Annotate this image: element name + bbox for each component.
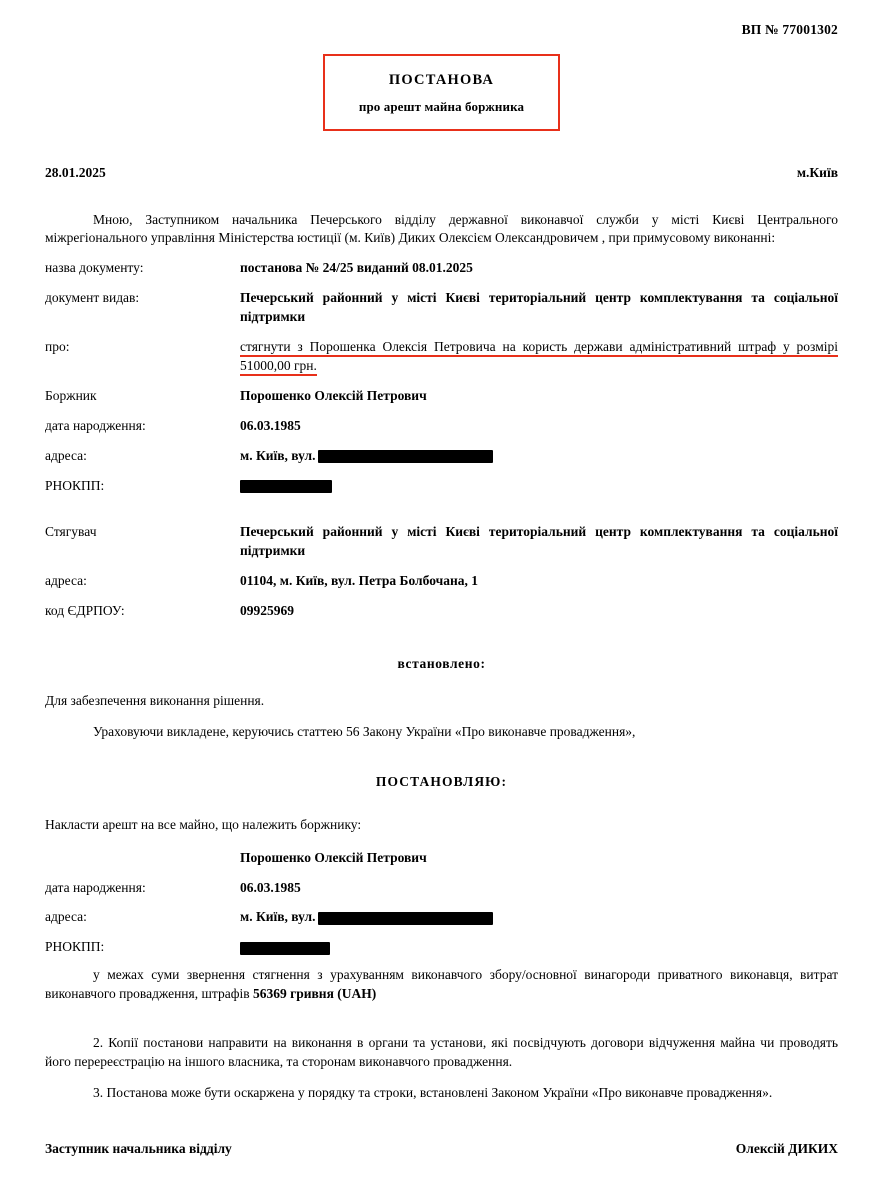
field-label: дата народження: <box>45 879 146 895</box>
redaction-bar <box>240 480 332 493</box>
signature-row <box>45 1141 838 1169</box>
redaction-bar <box>318 450 493 463</box>
considering-text: Ураховуючи викладене, керуючись статтею 56 Закону України «Про виконавче провадження», <box>93 723 636 739</box>
field-label: адреса: <box>45 909 87 925</box>
clause-limit-text: у межах суми звернення стягнення з урахуванням виконавчого збору/основної винагороди приватного виконавця, витрат виконавчого провадження, штрафів <box>45 967 838 1002</box>
debtor-property-table <box>45 847 838 967</box>
table-row <box>45 336 838 385</box>
field-label: РНОКПП: <box>45 939 105 955</box>
document-subtitle: про арешт майна боржника <box>358 99 525 114</box>
table-row <box>45 847 838 877</box>
field-value: постанова № 24/25 виданий 08.01.2025 <box>240 260 473 276</box>
field-label: адреса: <box>45 447 87 463</box>
table-row <box>45 415 838 445</box>
signature-role: Заступник начальника відділу <box>45 1140 232 1156</box>
heading-established: встановлено: <box>397 656 486 672</box>
field-label: Боржник <box>45 387 97 403</box>
date-place-bar <box>45 165 838 181</box>
field-label: документ видав: <box>45 290 140 306</box>
field-label: код ЄДРПОУ: <box>45 603 125 619</box>
case-number: ВП № 77001302 <box>741 22 838 37</box>
field-value: Печерський районний у місті Києві територіальний центр комплектування та соціальної підтримки <box>240 290 838 325</box>
table-row <box>45 906 838 936</box>
clause-3: 3. Постанова може бути оскаржена у порядку та строки, встановлені Законом України «Про виконавче провадження». <box>93 1084 773 1100</box>
intro-paragraph: Мною, Заступником начальника Печерського відділу державної виконавчої служби у місті Києві Центрального міжрегіонального управління Міністерства юстиції (м. Київ) Диких Олексієм Олександровичем , при примусовому виконанні: <box>45 212 838 246</box>
field-value-redacted <box>240 936 838 966</box>
address-prefix: м. Київ, вул. <box>240 447 316 463</box>
field-value-redacted <box>240 475 838 522</box>
resolve-lead: Накласти арешт на все майно, що належить боржнику: <box>45 816 362 832</box>
field-value-redacted <box>240 445 838 475</box>
field-value: 09925969 <box>240 603 294 619</box>
redaction-bar <box>318 912 493 925</box>
field-label: назва документу: <box>45 260 144 276</box>
established-text: Для забезпечення виконання рішення. <box>45 693 265 709</box>
document-place: м.Київ <box>796 165 838 180</box>
spacer <box>45 1016 838 1034</box>
field-value: Порошенко Олексій Петрович <box>240 387 427 403</box>
document-title: ПОСТАНОВА <box>388 72 495 88</box>
title-box-highlighted <box>323 54 560 131</box>
table-row <box>45 877 838 907</box>
field-value: 01104, м. Київ, вул. Петра Болбочана, 1 <box>240 573 478 589</box>
table-row <box>45 287 838 336</box>
clause-limit-amount: 56369 гривня (UAH) <box>252 986 377 1002</box>
field-value-redacted <box>240 906 838 936</box>
field-label: РНОКПП: <box>45 477 105 493</box>
table-row <box>45 570 838 600</box>
clause-limit <box>45 966 838 1004</box>
redaction-bar <box>240 942 330 955</box>
field-value-highlighted <box>240 336 838 385</box>
field-label: адреса: <box>45 573 87 589</box>
debtor-details-table <box>45 257 838 630</box>
address-prefix: м. Київ, вул. <box>240 909 316 925</box>
table-row <box>45 385 838 415</box>
field-label: дата народження: <box>45 417 146 433</box>
table-row <box>45 257 838 287</box>
field-value: 06.03.1985 <box>240 417 301 433</box>
signature-name: Олексій ДИКИХ <box>735 1140 838 1156</box>
table-row <box>45 521 838 570</box>
document-date: 28.01.2025 <box>45 165 106 180</box>
clause-2: 2. Копії постанови направити на виконання в органи та установи, які посвідчують договори відчуження майна чи проводять його перереєстрацію на іншого власника, та сторонам виконавчого провадження. <box>45 1035 838 1069</box>
table-row <box>45 936 838 966</box>
field-label: про: <box>45 339 70 355</box>
heading-resolve: ПОСТАНОВЛЯЮ: <box>375 773 508 789</box>
field-value-underlined: стягнути з Порошенка Олексія Петровича на користь держави адміністративний штраф у розмірі 51000,00 грн. <box>240 339 838 376</box>
field-value: 06.03.1985 <box>240 879 301 895</box>
field-value: Порошенко Олексій Петрович <box>240 849 427 865</box>
field-label <box>45 847 240 877</box>
field-label: Стягувач <box>45 524 97 540</box>
table-row <box>45 445 838 475</box>
table-row <box>45 600 838 630</box>
table-row <box>45 475 838 522</box>
field-value: Печерський районний у місті Києві територіальний центр комплектування та соціальної підтримки <box>240 524 838 559</box>
title-container <box>45 54 838 131</box>
